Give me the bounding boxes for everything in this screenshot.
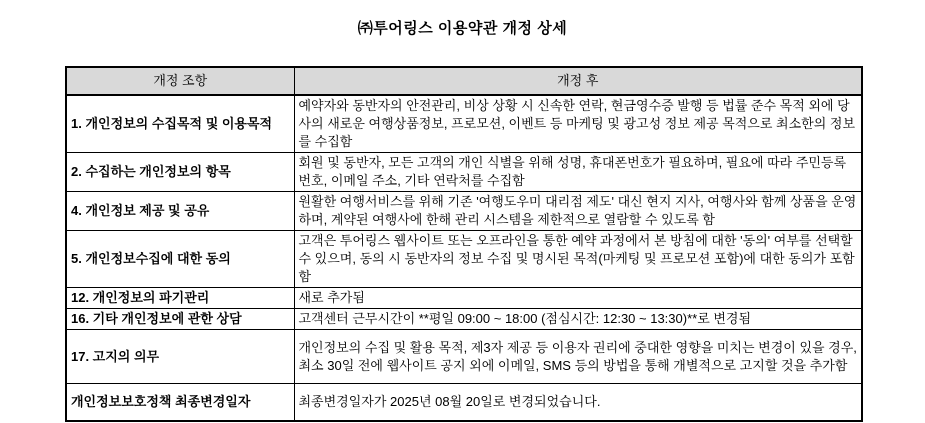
table-row bbox=[66, 192, 862, 231]
table-row bbox=[66, 95, 862, 153]
row-content: 최종변경일자가 2025년 08월 20일로 변경되었습니다. bbox=[294, 384, 862, 421]
document-title: ㈜투어링스 이용약관 개정 상세 bbox=[357, 20, 568, 37]
header-clause: 개정 조항 bbox=[66, 67, 294, 95]
row-content: 회원 및 동반자, 모든 고객의 개인 식별을 위해 성명, 휴대폰번호가 필요하며, 필요에 따라 주민등록번호, 이메일 주소, 기타 연락처를 수집함 bbox=[294, 153, 862, 192]
table-row bbox=[66, 288, 862, 309]
revision-detail-table bbox=[65, 66, 863, 422]
row-content: 고객센터 근무시간이 **평일 09:00 ~ 18:00 (점심시간: 12:30 ~ 13:30)**로 변경됨 bbox=[294, 309, 862, 330]
row-content: 개인정보의 수집 및 활용 목적, 제3자 제공 등 이용자 권리에 중대한 영향을 미치는 변경이 있을 경우, 최소 30일 전에 웹사이트 공지 외에 이메일, SMS 등의 방법을 통해 개별적으로 고지할 것을 추가함 bbox=[294, 330, 862, 384]
row-label: 개인정보보호정책 최종변경일자 bbox=[66, 384, 294, 421]
table-row bbox=[66, 309, 862, 330]
row-label: 4. 개인정보 제공 및 공유 bbox=[66, 192, 294, 231]
header-after: 개정 후 bbox=[294, 67, 862, 95]
row-label: 17. 고지의 의무 bbox=[66, 330, 294, 384]
row-content: 고객은 투어링스 웹사이트 또는 오프라인을 통한 예약 과정에서 본 방침에 대한 '동의' 여부를 선택할 수 있으며, 동의 시 동반자의 정보 수집 및 명시된 목적(마케팅 및 프로모션 포함)에 대한 동의가 포함함 bbox=[294, 231, 862, 288]
row-label: 12. 개인정보의 파기관리 bbox=[66, 288, 294, 309]
table-header-row bbox=[66, 67, 862, 95]
table-row bbox=[66, 384, 862, 421]
row-label: 1. 개인정보의 수집목적 및 이용목적 bbox=[66, 95, 294, 153]
row-content: 원활한 여행서비스를 위해 기존 '여행도우미 대리점 제도' 대신 현지 지사, 여행사와 함께 상품을 운영하며, 계약된 여행사에 한해 관리 시스템을 제한적으로 열람할 수 있도록 함 bbox=[294, 192, 862, 231]
row-label: 2. 수집하는 개인정보의 항목 bbox=[66, 153, 294, 192]
row-content: 새로 추가됨 bbox=[294, 288, 862, 309]
row-label: 5. 개인정보수집에 대한 동의 bbox=[66, 231, 294, 288]
row-label: 16. 기타 개인정보에 관한 상담 bbox=[66, 309, 294, 330]
table-row bbox=[66, 153, 862, 192]
table-row bbox=[66, 231, 862, 288]
table-row bbox=[66, 330, 862, 384]
row-content: 예약자와 동반자의 안전관리, 비상 상황 시 신속한 연락, 현금영수증 발행 등 법률 준수 목적 외에 당사의 새로운 여행상품정보, 프로모션, 이벤트 등 마케팅 및 광고성 정보 제공 목적으로 최소한의 정보를 수집함 bbox=[294, 95, 862, 153]
